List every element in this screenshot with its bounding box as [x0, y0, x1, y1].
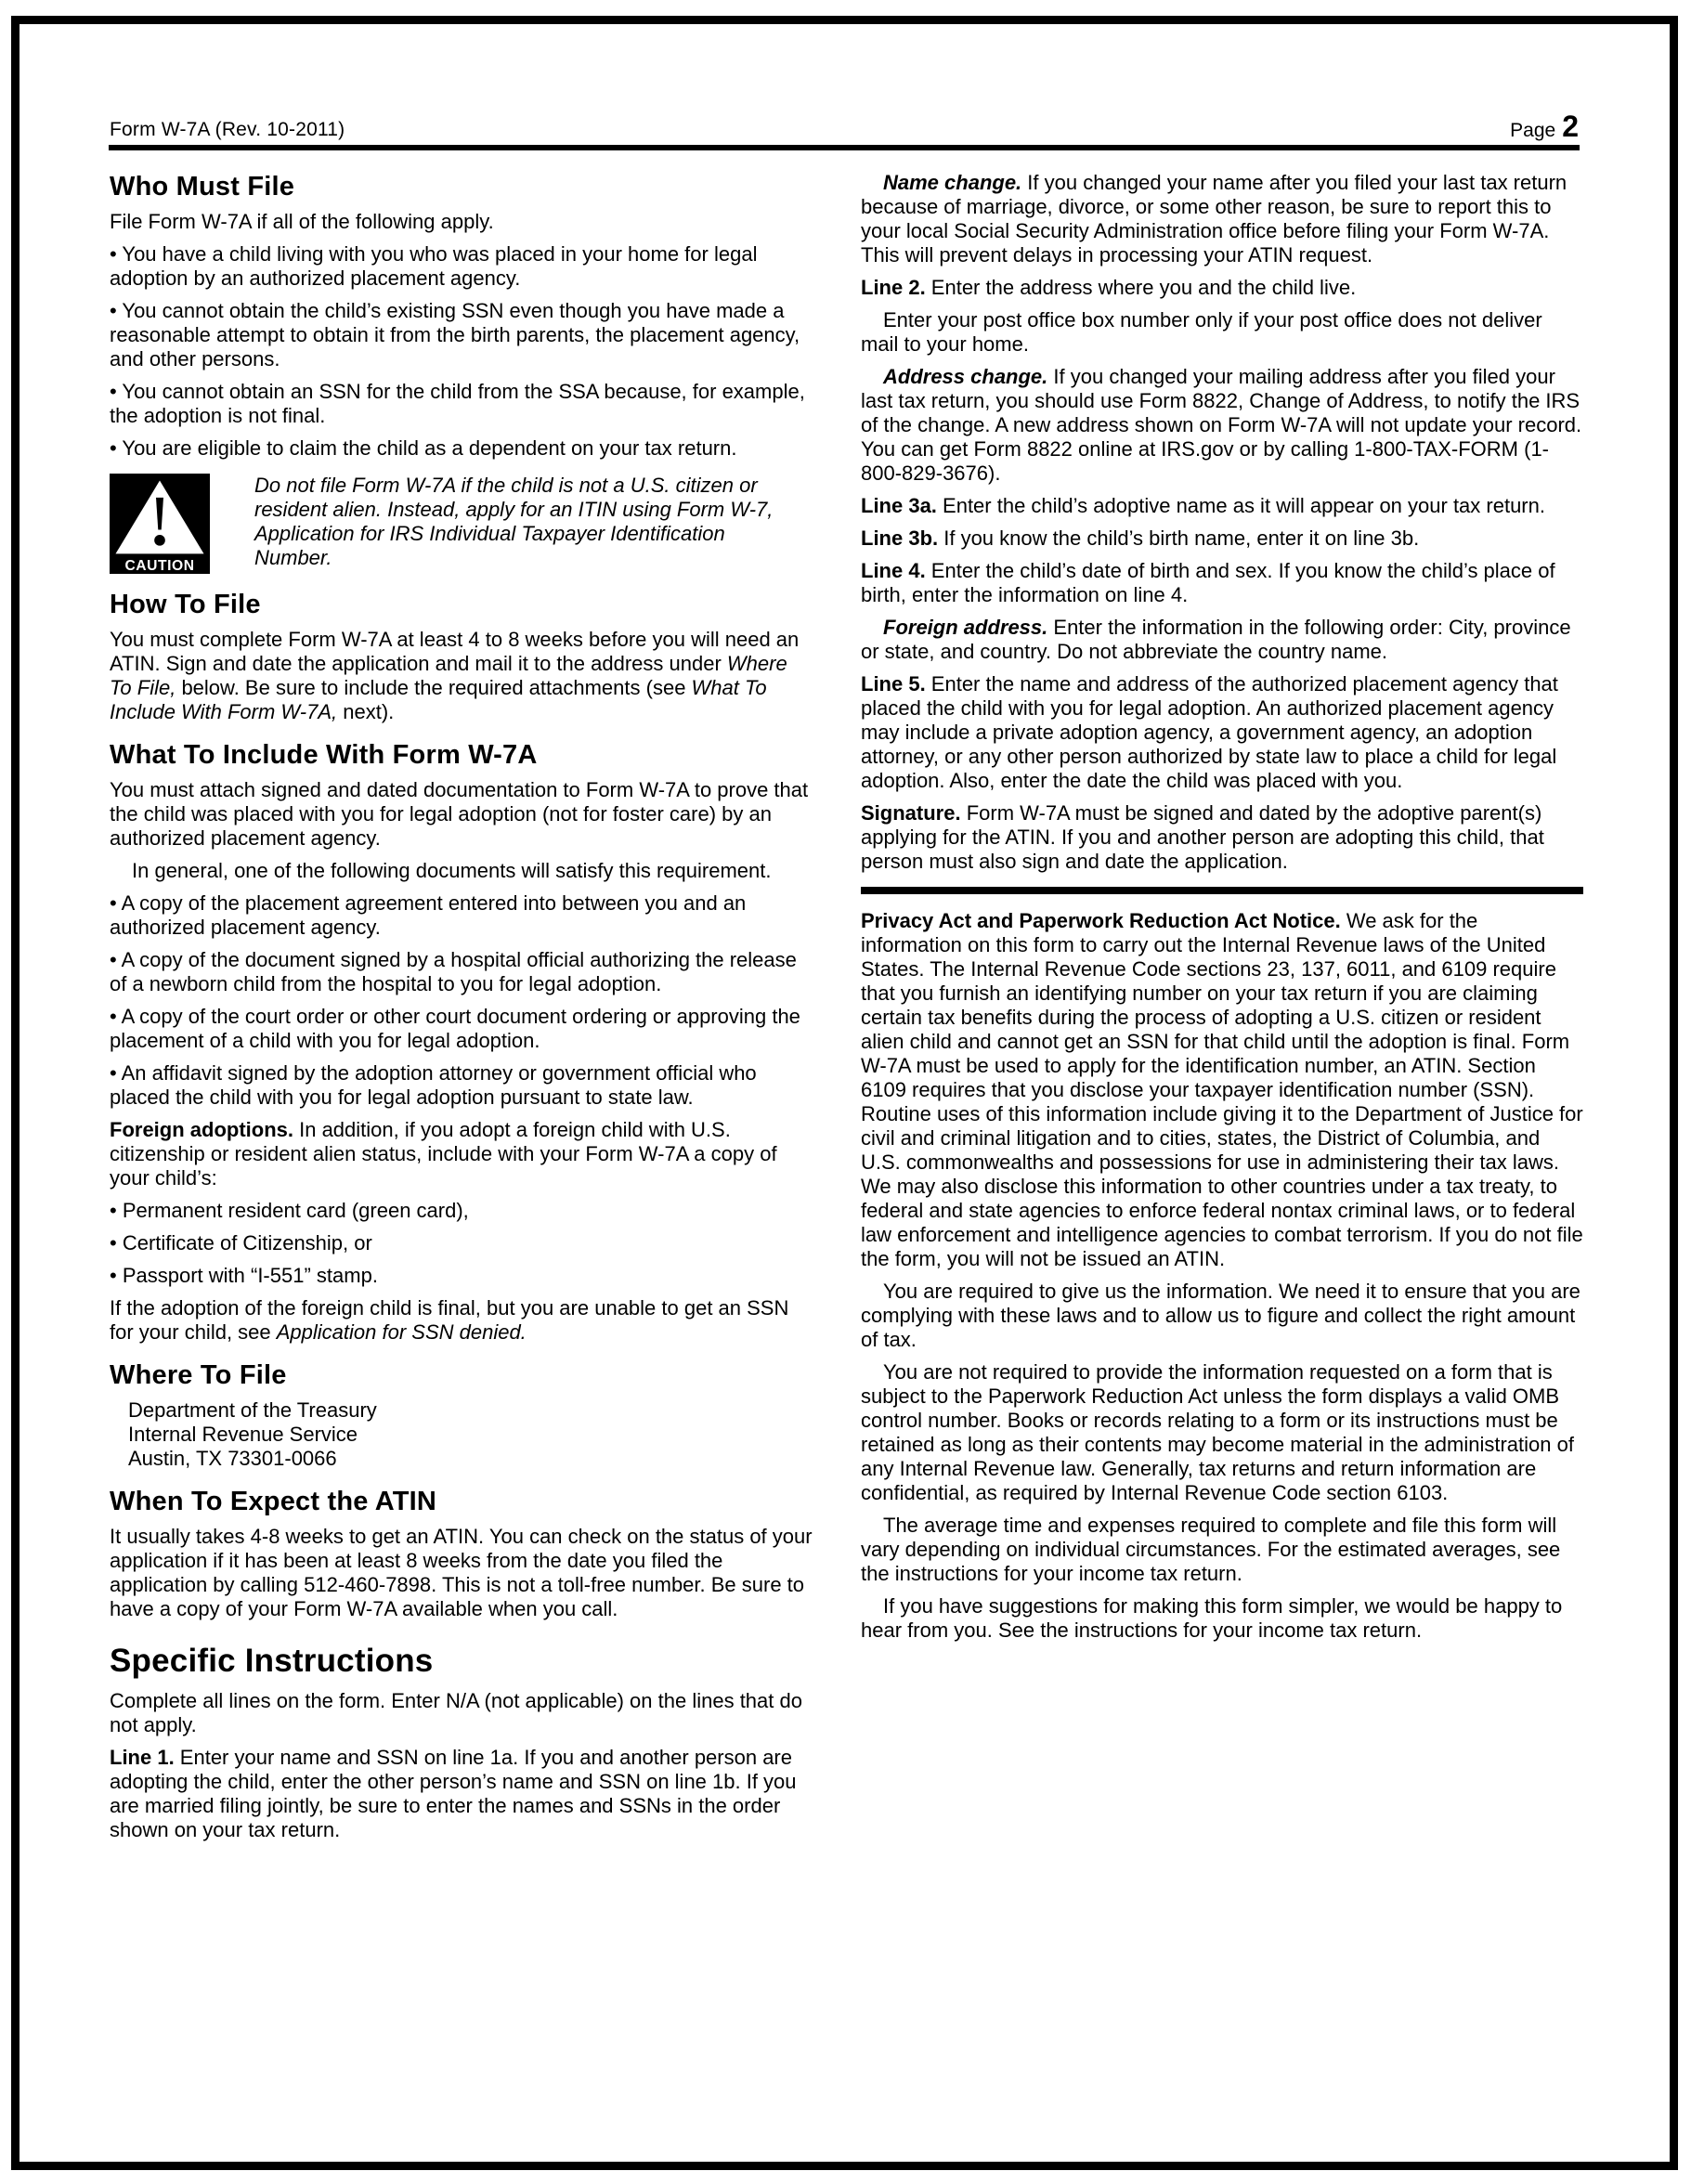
- paragraph: [110, 859, 813, 883]
- text-run: Do not file Form W-7A if the child is not a U.S. citizen or resident alien. Instead, apply for an ITIN using Form W-7, Application for IRS Individual Taxpayer Identification Number.: [254, 474, 774, 569]
- bullet-item: • Passport with “I-551” stamp.: [110, 1264, 378, 1287]
- address-line: Internal Revenue Service: [128, 1423, 358, 1446]
- paragraph: [861, 526, 1583, 551]
- text-run: Enter your name and SSN on line 1a. If you and another person are adopting the child, enter the other person’s name and SSN on line 1b. If you are married filing jointly, be sure to enter the names and SSNs in the order shown on your tax return.: [110, 1746, 797, 1841]
- section-heading: How To File: [110, 590, 261, 619]
- text-run: You are required to give us the information. We need it to ensure that you are complying with these laws and to allow us to figure and collect the right amount of tax.: [861, 1280, 1580, 1351]
- paragraph: [861, 616, 1583, 664]
- text-run: Privacy Act and Paperwork Reduction Act Notice.: [861, 909, 1341, 932]
- paragraph: [861, 494, 1583, 518]
- paragraph: [110, 1118, 813, 1190]
- text-run: You are not required to provide the information requested on a form that is subject to the Paperwork Reduction Act unless the form displays a valid OMB control number. Books or records relating to a form or its instructions must be retained as long as their contents may become material in the administration of any Internal Revenue law. Generally, tax returns and return information are confidential, as required by Internal Revenue Code section 6103.: [861, 1360, 1574, 1504]
- text-run: You cannot obtain an SSN for the child from the SSA because, for example, the adoption is not final.: [110, 380, 805, 427]
- paragraph: [861, 909, 1583, 1271]
- page-number: 2: [1562, 110, 1579, 143]
- paragraph: [861, 801, 1583, 874]
- text-run: Line 3a.: [861, 494, 937, 517]
- text-run: If you have suggestions for making this form simpler, we would be happy to hear from you. See the instructions for your income tax return.: [861, 1594, 1563, 1642]
- section-heading: Specific Instructions: [110, 1643, 434, 1679]
- bullet-item: • An affidavit signed by the adoption attorney or government official who placed the child with you for legal adoption pursuant to state law.: [110, 1061, 757, 1109]
- text-run: In addition, if you adopt a foreign child with U.S. citizenship or resident alien status, include with your Form W-7A a copy of your child’s:: [110, 1118, 777, 1190]
- text-run: Form W-7A must be signed and dated by the adoptive parent(s) applying for the ATIN. If you and another person are adopting this child, that person must also sign and date the application.: [861, 801, 1544, 873]
- text-run: Passport with “I-551” stamp.: [122, 1264, 378, 1287]
- bullet-item: • You are eligible to claim the child as a dependent on your tax return.: [110, 436, 737, 460]
- bullet-item: • A copy of the placement agreement entered into between you and an authorized placement agency.: [110, 891, 747, 939]
- address-line: Austin, TX 73301-0066: [128, 1447, 337, 1470]
- section-heading: When To Expect the ATIN: [110, 1487, 437, 1516]
- text-run: next).: [337, 700, 395, 723]
- bullet-item: • Certificate of Citizenship, or: [110, 1231, 372, 1254]
- text-run: Enter the child’s adoptive name as it will appear on your tax return.: [936, 494, 1545, 517]
- text-run: Enter the information in the following order: City, province or state, and country. Do not abbreviate the country name.: [861, 616, 1571, 663]
- paragraph: [861, 1514, 1583, 1586]
- text-run: You are eligible to claim the child as a dependent on your tax return.: [122, 436, 737, 460]
- caution-note: [110, 474, 813, 574]
- paragraph: [110, 1746, 813, 1842]
- paragraph: [110, 628, 813, 724]
- text-run: Line 2.: [861, 276, 926, 299]
- text-run: Permanent resident card (green card),: [122, 1199, 469, 1222]
- text-run: The average time and expenses required to complete and file this form will vary depending on individual circumstances. For the estimated averages, see the instructions for your income tax return.: [861, 1514, 1561, 1585]
- text-run: Complete all lines on the form. Enter N/A (not applicable) on the lines that do not apply.: [110, 1689, 802, 1736]
- form-revision-label: Form W-7A (Rev. 10-2011): [110, 119, 345, 140]
- text-run: Where To File,: [110, 652, 787, 699]
- caution-text: [254, 474, 795, 570]
- text-run: Foreign adoptions.: [110, 1118, 293, 1141]
- paragraph: [110, 1296, 813, 1345]
- paragraph: [861, 1360, 1583, 1505]
- text-run: Line 4.: [861, 559, 926, 582]
- paragraph: [861, 1594, 1583, 1643]
- text-run: Line 3b.: [861, 526, 939, 550]
- bullet-item: • Permanent resident card (green card),: [110, 1199, 469, 1222]
- bullet-item: • You cannot obtain an SSN for the child from the SSA because, for example, the adoption is not final.: [110, 380, 805, 427]
- text-run: A copy of the document signed by a hospital official authorizing the release of a newborn child from the hospital to you for legal adoption.: [110, 948, 797, 995]
- text-run: If you changed your mailing address after you filed your last tax return, you should use Form 8822, Change of Address, to notify the IRS of the change. A new address shown on Form W-7A will not update your record. You can get Form 8822 online at IRS.gov or by calling 1-800-TAX-FORM (1-800-829-3676).: [861, 365, 1582, 485]
- paragraph: [861, 308, 1583, 357]
- text-run: Enter the child’s date of birth and sex. If you know the child’s place of birth, enter the information on line 4.: [861, 559, 1555, 606]
- caution-icon: [110, 474, 210, 574]
- section-heading: What To Include With Form W-7A: [110, 740, 538, 770]
- bullet-item: • You have a child living with you who was placed in your home for legal adoption by an authorized placement agency.: [110, 242, 758, 290]
- text-run: If you changed your name after you filed your last tax return because of marriage, divorce, or some other reason, be sure to report this to your local Social Security Administration office before filing your Form W-7A. This will prevent delays in processing your ATIN request.: [861, 171, 1567, 266]
- text-run: You must complete Form W-7A at least 4 to 8 weeks before you will need an ATIN. Sign and date the application and mail it to the address under: [110, 628, 800, 675]
- page-label: Page: [1510, 120, 1556, 141]
- header-rule: [109, 145, 1580, 150]
- paragraph: [861, 1280, 1583, 1352]
- paragraph: [110, 210, 813, 234]
- address-line: Department of the Treasury: [128, 1398, 377, 1422]
- text-run: Enter the address where you and the child live.: [925, 276, 1357, 299]
- paragraph: [861, 276, 1583, 300]
- right-column: [861, 171, 1583, 1651]
- address-block: [128, 1398, 813, 1471]
- text-run: Enter the name and address of the authorized placement agency that placed the child with you for legal adoption. An authorized placement agency may include a private adoption agency, a government agency, an adoption attorney, or any other person authorized by state law to place a child for legal adoption. Also, enter the date the child was placed with you.: [861, 672, 1558, 792]
- bullet-item: • A copy of the court order or other court document ordering or approving the placement of a child with you for legal adoption.: [110, 1005, 800, 1052]
- text-run: A copy of the placement agreement entered into between you and an authorized placement agency.: [110, 891, 747, 939]
- text-run: A copy of the court order or other court document ordering or approving the placement of a child with you for legal adoption.: [110, 1005, 800, 1052]
- paragraph: [861, 672, 1583, 793]
- text-run: below. Be sure to include the required attachments (see: [176, 676, 692, 699]
- text-run: Signature.: [861, 801, 961, 825]
- page-indicator: [1510, 110, 1579, 144]
- text-run: Enter your post office box number only if your post office does not deliver mail to your home.: [861, 308, 1542, 356]
- text-run: It usually takes 4-8 weeks to get an ATIN. You can check on the status of your application if it has been at least 8 weeks from the date you filed the application by calling 512-460-7898. This is not a toll-free number. Be sure to have a copy of your Form W-7A available when you call.: [110, 1525, 813, 1620]
- svg-text:CAUTION: CAUTION: [124, 558, 195, 574]
- text-run: You must attach signed and dated documentation to Form W-7A to prove that the child was placed with you for legal adoption (not for foster care) by an authorized placement agency.: [110, 778, 809, 850]
- paragraph: [861, 365, 1583, 486]
- text-run: Line 1.: [110, 1746, 175, 1769]
- text-run: You have a child living with you who was placed in your home for legal adoption by an authorized placement agency.: [110, 242, 758, 290]
- paragraph: [110, 1525, 813, 1621]
- text-run: In general, one of the following documents will satisfy this requirement.: [132, 859, 772, 882]
- text-run: Line 5.: [861, 672, 926, 696]
- text-run: An affidavit signed by the adoption attorney or government official who placed the child with you for legal adoption pursuant to state law.: [110, 1061, 757, 1109]
- text-run: Foreign address.: [883, 616, 1048, 639]
- paragraph: [861, 559, 1583, 607]
- section-heading: Who Must File: [110, 172, 295, 202]
- text-run: Address change.: [883, 365, 1048, 388]
- text-run: We ask for the information on this form to carry out the Internal Revenue laws of the United States. The Internal Revenue Code sections 23, 137, 6011, and 6109 require that you furnish an identifying number on your tax return if you are claiming certain tax benefits during the process of adopting a U.S. citizen or resident alien child and cannot get an SSN for that child until the adoption is final. Form W-7A must be used to apply for the identification number, an ATIN. Section 6109 requires that you disclose your taxpayer identification number (SSN). Routine uses of this information include giving it to the Department of Justice for civil and criminal litigation and to cities, states, the District of Columbia, and U.S. commonwealths and possessions for use in administering their tax laws. We may also disclose this information to other countries under a tax treaty, to federal and state agencies to enforce federal nontax criminal laws, or to federal law enforcement and intelligence agencies to combat terrorism. If you do not file the form, you will not be issued an ATIN.: [861, 909, 1583, 1270]
- bullet-item: • A copy of the document signed by a hospital official authorizing the release of a newborn child from the hospital to you for legal adoption.: [110, 948, 797, 995]
- text-run: File Form W-7A if all of the following apply.: [110, 210, 494, 233]
- text-run: Certificate of Citizenship, or: [122, 1231, 372, 1254]
- divider-rule: [861, 887, 1583, 894]
- paragraph: [110, 778, 813, 851]
- text-run: If you know the child’s birth name, enter it on line 3b.: [938, 526, 1420, 550]
- section-heading: Where To File: [110, 1360, 287, 1390]
- text-run: Name change.: [883, 171, 1022, 194]
- text-run: If the adoption of the foreign child is final, but you are unable to get an SSN for your child, see: [110, 1296, 789, 1344]
- bullet-item: • You cannot obtain the child’s existing SSN even though you have made a reasonable attempt to obtain it from the birth parents, the placement agency, and other persons.: [110, 299, 800, 370]
- paragraph: [861, 171, 1583, 267]
- text-run: What To Include With Form W-7A,: [110, 676, 767, 723]
- left-column: [110, 171, 813, 1851]
- paragraph: [110, 1689, 813, 1737]
- text-run: You cannot obtain the child’s existing SSN even though you have made a reasonable attempt to obtain it from the birth parents, the placement agency, and other persons.: [110, 299, 800, 370]
- text-run: Application for SSN denied.: [276, 1320, 527, 1344]
